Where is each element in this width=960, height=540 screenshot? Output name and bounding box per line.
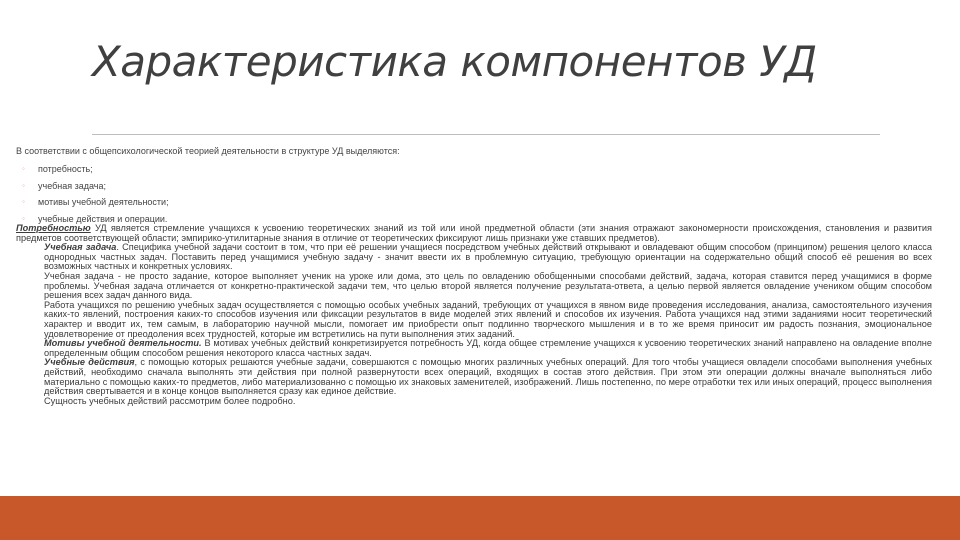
ring-bullet-icon: ◦	[22, 197, 25, 206]
list-item-label: потребность;	[38, 164, 93, 174]
paragraph-text: , с помощью которых решаются учебные задачи, совершаются с помощью многих различных учебных операций. Для того чтобы учащиеся овладели способами выполнения учебных действий, необходимо сначала выполнять эти действия при полной развернутости всех операций, входящих в состав этого действия. При этом эти операции должны вначале выполняться либо материально с помощью каких-то предметов, либо материализованно с помощью их знаковых заменителей, изображений. Лишь постепенно, по мере отработки тех или иных операций, процесс выполнения действия свертывается и в конце концов выполняется сразу как единое действие.	[44, 357, 932, 397]
paragraph-motives	[16, 339, 932, 358]
paragraph-conclusion: Сущность учебных действий рассмотрим более подробно.	[44, 395, 296, 406]
ring-bullet-icon: ◦	[22, 164, 25, 173]
ring-bullet-icon: ◦	[22, 213, 25, 223]
list-item-label: мотивы учебной деятельности;	[38, 197, 169, 207]
footer-bar	[0, 496, 960, 540]
list-item	[22, 161, 169, 178]
list-item	[22, 178, 169, 195]
paragraph-text: . Специфика учебной задачи состоит в том, что при её решении учащиеся посредством учебных действий открывают и овладевают общим способом (принципом) решения целого класса однородных частных задач. Поставить перед учащимися учебную задачу - значит ввести их в проблемную ситуацию, требующую ориентации на содержательно общий способ её решения во всех возможных частных и конкретных условиях.	[44, 242, 932, 272]
paragraph-task-definition: Учебная задача - не просто задание, которое выполняет ученик на уроке или дома, это цель по овладению обобщенными способами действий, задача, которая ставится перед учащимися в форме проблемы. Учебная задача отличается от конкретно-практической задачи тем, что целью второй является получение результата-ответа, а целью первой является овладение учеником общим способом решения всех задач данного вида.	[44, 270, 932, 301]
paragraph-text: В мотивах учебных действий конкретизируется потребность УД, когда общее стремление учащихся к усвоению теоретических знаний направлено на овладение вполне определенным общим способом решения некоторого класса частных задач.	[44, 338, 932, 358]
term-learning-task: Учебная задача	[44, 242, 117, 253]
paragraph-need	[16, 224, 932, 243]
list-item	[22, 194, 169, 211]
intro-text: В соответствии с общепсихологической теорией деятельности в структуре УД выделяются:	[16, 146, 400, 156]
page-title: Характеристика компонентов УД	[92, 37, 817, 86]
title-divider	[92, 134, 880, 135]
paragraph-text: УД является стремление учащихся к усвоению теоретических знаний из той или иной предметной области (эти знания отражают закономерности происхождения, становления и развития предметов соответствующей области; эмпирико-утилитарные знания в отличие от теоретических фиксируют лишь признаки уже ставших предметов).	[16, 223, 932, 243]
paragraph-task-work: Работа учащихся по решению учебных задач осуществляется с помощью особых учебных заданий, требующих от учащихся в явном виде проведения исследования, анализа, самостоятельного изучения каких-то явлений, построения каких-то способов изучения или фиксации результатов в виде моделей этих явлений и способов их изучения. Работа учащихся над этими заданиями носит теоретический характер и вводит их, тем самым, в лабораторию научной мысли, помогает им приобрести опыт подлинно творческого мышления и в то же время приносит им радость познания, эмоциональное удовлетворение от преодоления всех трудностей, которые им встретились на пути выполнения этих заданий.	[44, 299, 932, 339]
body-text	[16, 224, 932, 406]
ring-bullet-icon: ◦	[22, 180, 25, 190]
paragraph-actions	[16, 358, 932, 396]
term-motives: Мотивы учебной деятельности.	[44, 338, 202, 349]
term-actions: Учебные действия	[44, 357, 135, 368]
list-item-label: учебная задача;	[38, 180, 106, 191]
term-need: Потребностью	[16, 223, 91, 233]
list-item-label: учебные действия и операции.	[38, 213, 168, 224]
paragraph-learning-task	[16, 243, 932, 272]
component-list	[22, 161, 169, 227]
